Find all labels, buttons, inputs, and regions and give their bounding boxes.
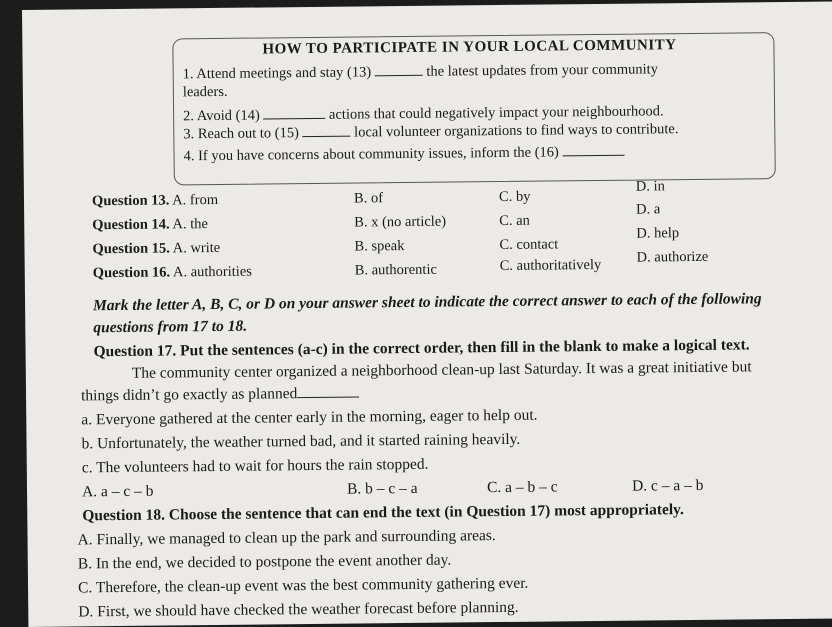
instruction-line-2: questions from 17 to 18. <box>93 317 248 337</box>
question-15-option-a[interactable]: A. write <box>172 239 221 257</box>
question-16-option-c[interactable]: C. authoritatively <box>499 256 602 275</box>
box-item-3-part-a: 3. Reach out to (15) <box>183 125 299 143</box>
question-16-option-b[interactable]: B. authorentic <box>354 261 437 279</box>
instruction-line-1: Mark the letter A, B, C, or D on your answer sheet to indicate the correct answer to each of the following <box>93 290 762 315</box>
question-17-option-c[interactable]: C. a – b – c <box>486 478 558 497</box>
blank-13 <box>375 65 423 77</box>
question-18-option-a[interactable]: A. Finally, we managed to clean up the park and surrounding areas. <box>77 527 496 549</box>
blank-14 <box>263 108 325 120</box>
question-14-option-a[interactable]: A. the <box>172 216 208 233</box>
question-15-option-d[interactable]: D. help <box>636 225 680 242</box>
box-item-3-part-b: local volunteer organizations to find ways to contribute. <box>354 121 679 141</box>
question-14 <box>92 216 208 234</box>
question-17-option-a[interactable]: A. a – c – b <box>81 482 154 501</box>
question-14-option-d[interactable]: D. a <box>636 201 661 218</box>
question-17-passage-line-2 <box>81 384 359 405</box>
question-18-title: Question 18. Choose the sentence that can end the text (in Question 17) most appropriately. <box>82 501 684 525</box>
question-16 <box>93 264 252 283</box>
question-16-option-a[interactable]: A. authorities <box>172 263 252 281</box>
question-15-option-b[interactable]: B. speak <box>354 238 405 255</box>
question-13-option-c[interactable]: C. by <box>498 188 531 206</box>
question-17-option-b[interactable]: B. b – c – a <box>346 479 418 498</box>
box-item-1-part-a: 1. Attend meetings and stay (13) <box>182 64 372 83</box>
box-item-2-part-a: 2. Avoid (14) <box>183 107 260 125</box>
question-15-option-c[interactable]: C. contact <box>499 236 559 254</box>
sentence-a: a. Everyone gathered at the center early in the morning, eager to help out. <box>81 406 538 429</box>
question-14-option-b[interactable]: B. x (no article) <box>354 213 447 231</box>
question-17-title: Question 17. Put the sentences (a-c) in the correct order, then fill in the blank to make a logical text. <box>93 336 750 361</box>
box-title: HOW TO PARTICIPATE IN YOUR LOCAL COMMUNITY <box>262 37 677 58</box>
question-16-label: Question 16. <box>92 264 171 282</box>
sentence-b: b. Unfortunately, the weather turned bad, and it started raining heavily. <box>81 430 521 453</box>
question-15-label: Question 15. <box>92 240 170 258</box>
question-14-label: Question 14. <box>92 216 170 234</box>
question-17-option-d[interactable]: D. c – a – b <box>631 476 704 495</box>
box-item-2-part-b: actions that could negatively impact your neighbourhood. <box>328 103 664 123</box>
worksheet-page <box>22 2 832 627</box>
question-17-passage-text: things didn’t go exactly as planned <box>80 385 298 405</box>
sentence-c: c. The volunteers had to wait for hours the rain stopped. <box>81 455 429 477</box>
blank-15 <box>302 126 350 138</box>
question-18-option-d[interactable]: D. First, we should have checked the weather forecast before planning. <box>78 598 519 621</box>
question-13 <box>92 192 218 210</box>
question-13-label: Question 13. <box>91 192 170 210</box>
question-13-option-b[interactable]: B. of <box>353 190 384 207</box>
question-18-option-c[interactable]: C. Therefore, the clean-up event was the best community gathering ever. <box>77 574 529 597</box>
question-13-option-d[interactable]: D. in <box>635 178 665 195</box>
blank-17 <box>297 386 359 398</box>
question-18-option-b[interactable]: B. In the end, we decided to postpone the event another day. <box>77 551 452 573</box>
box-item-4-part-a: 4. If you have concerns about community issues, inform the (16) <box>183 144 559 165</box>
question-15 <box>92 240 220 258</box>
box-item-1-cont: leaders. <box>182 83 228 101</box>
blank-16 <box>562 145 624 157</box>
box-item-1-part-b: the latest updates from your community <box>426 61 659 80</box>
question-14-option-c[interactable]: C. an <box>499 212 530 230</box>
question-13-option-a[interactable]: A. from <box>172 191 219 209</box>
question-17-passage-line-1: The community center organized a neighborhood clean-up last Saturday. It was a great initiative but <box>131 358 752 382</box>
question-16-option-d[interactable]: D. authorize <box>636 248 709 266</box>
